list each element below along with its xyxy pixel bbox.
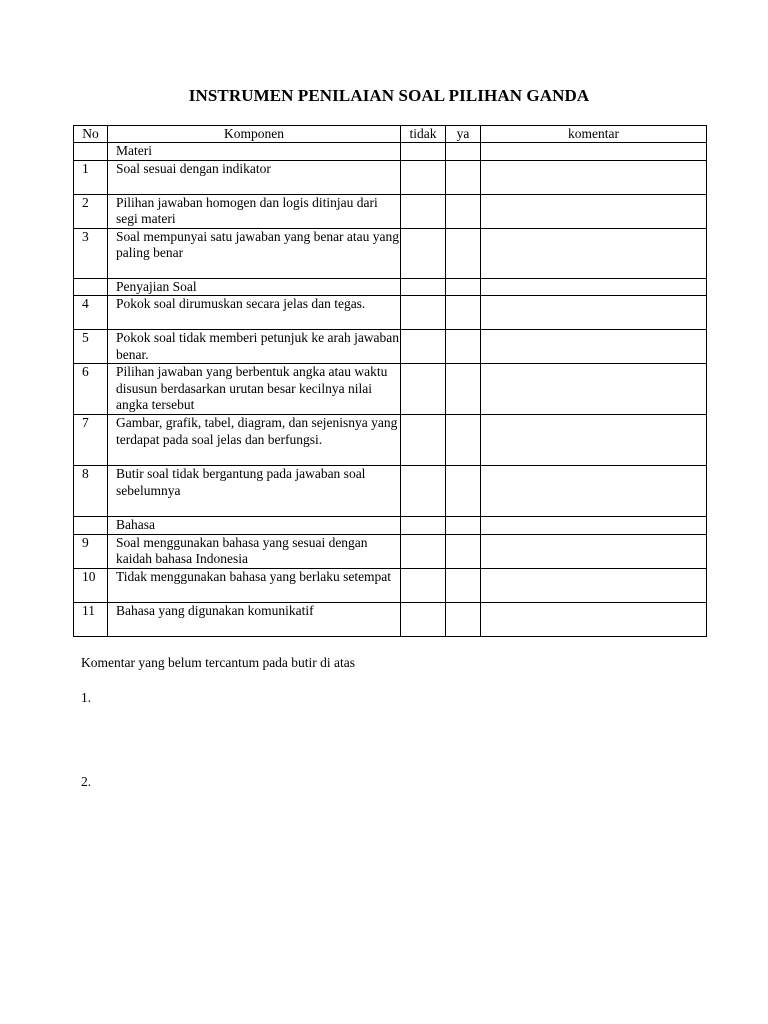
comment-heading: Komentar yang belum tercantum pada butir di atas (81, 655, 356, 670)
komentar-cell[interactable] (481, 602, 707, 636)
row-komponen: Pilihan jawaban yang berbentuk angka atau waktu disusun berdasarkan urutan besar kecilnya nilai angka tersebut (108, 364, 401, 415)
ya-cell[interactable] (446, 330, 481, 364)
row-number: 4 (74, 296, 108, 330)
table-row (74, 568, 707, 602)
row-number: 7 (74, 415, 108, 466)
header-komponen: Komponen (108, 126, 401, 143)
comment-item-2: 2. (81, 774, 92, 789)
tidak-cell[interactable] (401, 160, 446, 194)
table-row (74, 466, 707, 517)
table-row (74, 415, 707, 466)
row-komponen: Soal sesuai dengan indikator (108, 160, 401, 194)
tidak-cell[interactable] (401, 194, 446, 228)
table-row (74, 194, 707, 228)
row-number: 1 (74, 160, 108, 194)
row-komponen: Soal mempunyai satu jawaban yang benar atau yang paling benar (108, 228, 401, 278)
table-row (74, 160, 707, 194)
tidak-cell[interactable] (401, 602, 446, 636)
row-komponen: Pokok soal dirumuskan secara jelas dan tegas. (108, 296, 401, 330)
ya-cell[interactable] (446, 364, 481, 415)
komentar-cell[interactable] (481, 364, 707, 415)
row-komponen: Tidak menggunakan bahasa yang berlaku setempat (108, 568, 401, 602)
row-komponen: Butir soal tidak bergantung pada jawaban soal sebelumnya (108, 466, 401, 517)
row-komponen: Gambar, grafik, tabel, diagram, dan sejenisnya yang terdapat pada soal jelas dan berfungsi. (108, 415, 401, 466)
comment-item-1: 1. (81, 690, 92, 705)
header-no: No (74, 126, 108, 143)
row-number: 2 (74, 194, 108, 228)
row-komponen: Pilihan jawaban homogen dan logis ditinjau dari segi materi (108, 194, 401, 228)
ya-cell[interactable] (446, 466, 481, 517)
section-label-bahasa: Bahasa (108, 517, 401, 535)
komentar-cell[interactable] (481, 330, 707, 364)
komentar-cell[interactable] (481, 534, 707, 568)
ya-cell[interactable] (446, 534, 481, 568)
section-label-materi: Materi (108, 143, 401, 161)
section-row-materi (74, 143, 707, 161)
ya-cell[interactable] (446, 228, 481, 278)
komentar-cell[interactable] (481, 228, 707, 278)
table-row (74, 330, 707, 364)
row-number: 6 (74, 364, 108, 415)
komentar-cell[interactable] (481, 466, 707, 517)
komentar-cell[interactable] (481, 194, 707, 228)
row-komponen: Pokok soal tidak memberi petunjuk ke arah jawaban benar. (108, 330, 401, 364)
tidak-cell[interactable] (401, 364, 446, 415)
document-title: INSTRUMEN PENILAIAN SOAL PILIHAN GANDA (188, 86, 590, 105)
header-row (74, 126, 707, 143)
row-komponen: Bahasa yang digunakan komunikatif (108, 602, 401, 636)
table-row (74, 534, 707, 568)
row-number: 3 (74, 228, 108, 278)
row-number: 11 (74, 602, 108, 636)
row-number: 8 (74, 466, 108, 517)
tidak-cell[interactable] (401, 228, 446, 278)
ya-cell[interactable] (446, 296, 481, 330)
header-komentar: komentar (481, 126, 707, 143)
tidak-cell[interactable] (401, 534, 446, 568)
tidak-cell[interactable] (401, 466, 446, 517)
komentar-cell[interactable] (481, 296, 707, 330)
komentar-cell[interactable] (481, 568, 707, 602)
table-row (74, 364, 707, 415)
ya-cell[interactable] (446, 194, 481, 228)
row-number: 9 (74, 534, 108, 568)
assessment-table (73, 125, 707, 637)
ya-cell[interactable] (446, 160, 481, 194)
row-number: 5 (74, 330, 108, 364)
komentar-cell[interactable] (481, 160, 707, 194)
komentar-cell[interactable] (481, 415, 707, 466)
header-ya: ya (446, 126, 481, 143)
tidak-cell[interactable] (401, 415, 446, 466)
tidak-cell[interactable] (401, 330, 446, 364)
table-row (74, 296, 707, 330)
section-row-bahasa (74, 517, 707, 535)
row-komponen: Soal menggunakan bahasa yang sesuai dengan kaidah bahasa Indonesia (108, 534, 401, 568)
section-label-penyajian: Penyajian Soal (108, 278, 401, 296)
section-row-penyajian (74, 278, 707, 296)
ya-cell[interactable] (446, 602, 481, 636)
table-row (74, 228, 707, 278)
row-number: 10 (74, 568, 108, 602)
ya-cell[interactable] (446, 415, 481, 466)
tidak-cell[interactable] (401, 568, 446, 602)
header-tidak: tidak (401, 126, 446, 143)
tidak-cell[interactable] (401, 296, 446, 330)
table-row (74, 602, 707, 636)
ya-cell[interactable] (446, 568, 481, 602)
